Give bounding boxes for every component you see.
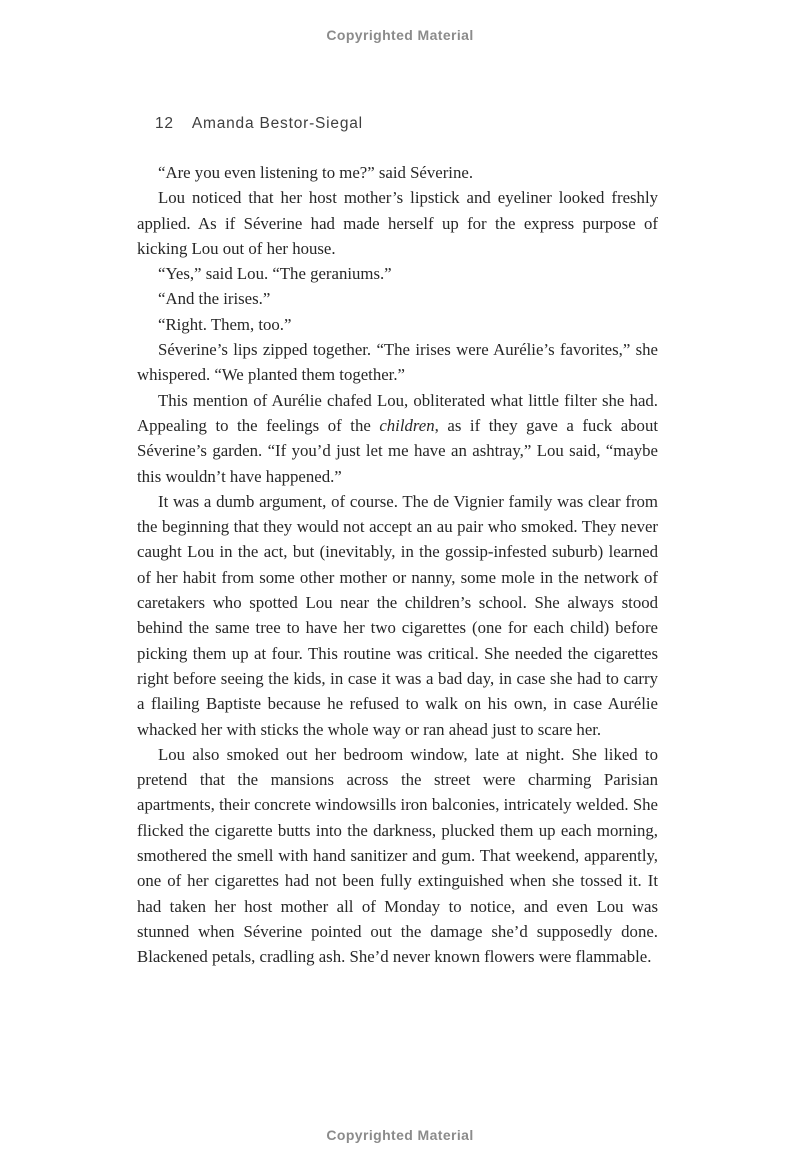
text-segment: “Are you even listening to me?” said Séverine. — [158, 163, 474, 182]
text-segment: It was a dumb argument, of course. The de Vignier family was clear from the beginning that they would not accept an au pair who smoked. They never caught Lou in the act, but (inevitably, in the gossip-infested suburb) learned of her habit from some other mother or nanny, some mole in the network of caretakers who spotted Lou near the children’s school. She always stood behind the same tree to have her two cigarettes (one for each child) before picking them up at four. This routine was critical. She needed the cigarettes right before seeing the kids, in case it was a bad day, in case she had to carry a flailing Baptiste because he refused to walk on his own, in case Aurélie whacked her with sticks the whole way or ran ahead just to scare her. — [137, 491, 658, 739]
copyright-notice-top: Copyrighted Material — [326, 27, 474, 43]
text-segment: , as if they gave a fuck about Séverine’s garden. “If you’d just let me have an ashtray,” Lou said, “maybe this wouldn’t have happened.” — [137, 415, 658, 486]
running-head-author: Amanda Bestor-Siegal — [191, 115, 363, 132]
text-segment: Lou also smoked out her bedroom window, late at night. She liked to pretend that the mansions across the street were charming Parisian apartments, their concrete windowsills iron balconies, intricately welded. She flicked the cigarette butts into the darkness, plucked them up each morning, smothered the smell with hand sanitizer and gum. That weekend, apparently, one of her cigarettes had not been fully extinguished when she tossed it. It had taken her host mother all of Monday to notice, and even Lou was stunned when Séverine pointed out the damage she’d supposedly done. Blackened petals, cradling ash. She’d never known flowers were flammable. — [137, 744, 658, 967]
paragraph — [137, 261, 658, 286]
paragraph — [137, 286, 658, 311]
paragraph — [137, 337, 658, 388]
paragraph — [137, 160, 658, 185]
text-segment: Séverine’s lips zipped together. “The irises were Aurélie’s favorites,” she whispered. “We planted them together.” — [137, 340, 658, 385]
text-segment: “Right. Them, too.” — [158, 314, 292, 334]
text-segment: “Yes,” said Lou. “The geraniums.” — [158, 264, 392, 284]
running-head — [155, 115, 363, 133]
text-segment: This mention of Aurélie chafed Lou, obliterated what little filter she had. Appealing to the feelings of the — [137, 390, 658, 435]
paragraph — [137, 312, 658, 337]
text-segment: Lou noticed that her host mother’s lipstick and eyeliner looked freshly applied. As if Séverine had made herself up for the express purpose of kicking Lou out of her house. — [137, 188, 658, 258]
paragraph — [137, 742, 658, 970]
page-text — [137, 160, 658, 970]
paragraph — [137, 185, 658, 261]
italic-text: children — [379, 415, 435, 435]
text-segment: “And the irises.” — [158, 289, 271, 309]
paragraph — [137, 489, 658, 742]
paragraph — [137, 388, 658, 489]
copyright-notice-bottom: Copyrighted Material — [326, 1127, 474, 1143]
page-number: 12 — [155, 115, 174, 132]
